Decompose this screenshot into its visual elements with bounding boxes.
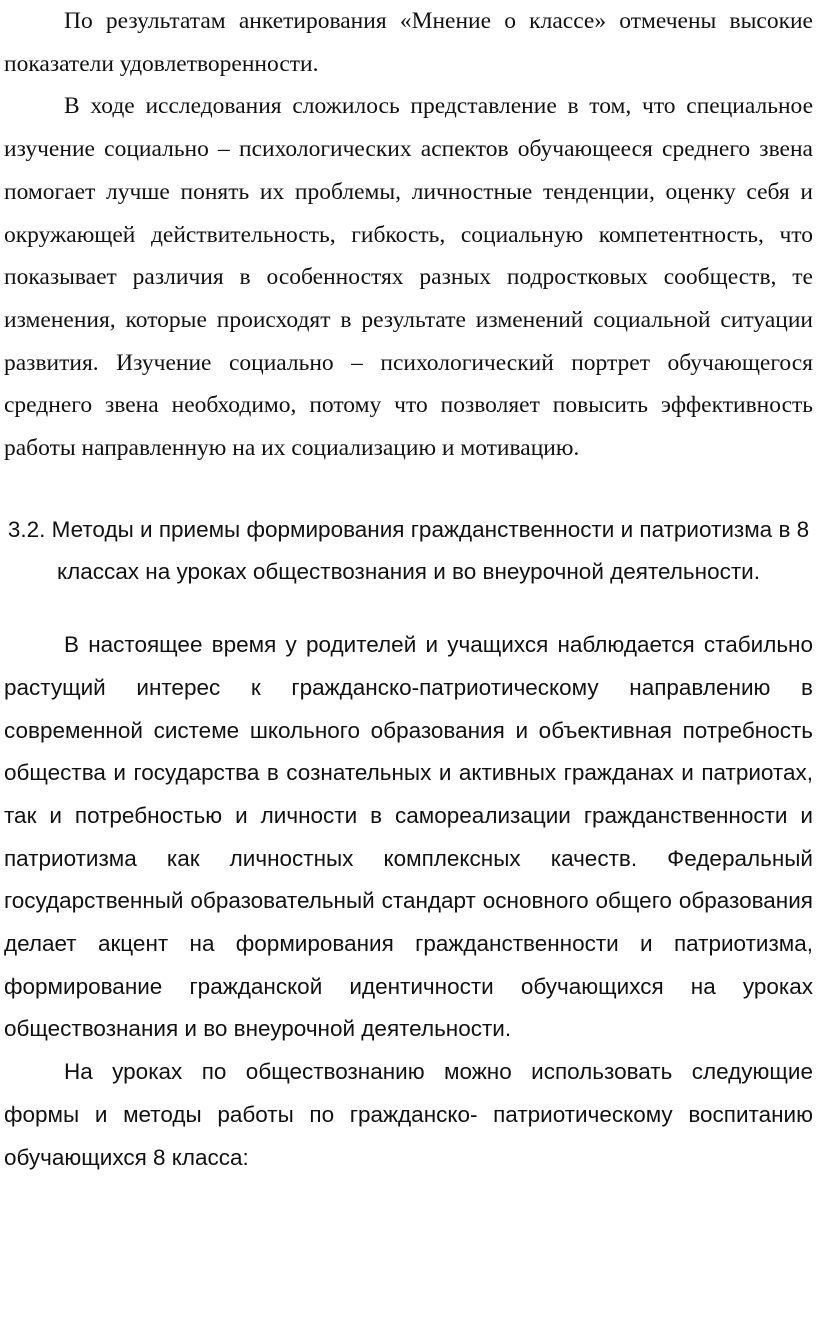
paragraph-survey-results: По результатам анкетирования «Мнение о классе» отмечены высокие показатели удовлетворенности. <box>4 8 813 77</box>
paragraph-research-findings: В ходе исследования сложилось представление в том, что специальное изучение социально – психологических аспектов обучающееся среднего звена помогает лучше понять их проблемы, личностные тенденции, оценку себя и окружающей действительность, гибкость, социальную компетентность, что показывает различия в особенностях разных подростковых сообществ, те изменения, которые происходят в результате изменений социальной ситуации развития. Изучение социально – психологический портрет обучающегося среднего звена необходимо, потому что позволяет повысить эффективность работы направленную на их социализацию и мотивацию. <box>4 93 813 462</box>
paragraph-civic-interest: В настоящее время у родителей и учащихся наблюдается стабильно растущий интерес к гражданско-патриотическому направлению в современной системе школьного образования и объективная потребность общества и государства в сознательных и активных гражданах и патриотах, так и потребностью и личности в самореализации гражданственности и патриотизма как личностных комплексных качеств. Федеральный государственный образовательный стандарт основного общего образования делает акцент на формирования гражданственности и патриотизма, формирование гражданской идентичности обучающихся на уроках обществознания и во внеурочной деятельности. <box>4 632 813 1042</box>
section-heading: 3.2. Методы и приемы формирования гражданственности и патриотизма в 8 классах на уроках обществознания и во внеурочной деятельности. <box>7 516 810 585</box>
paragraph-lesson-methods: На уроках по обществознанию можно использовать следующие формы и методы работы по гражданско- патриотическому воспитанию обучающихся 8 класса: <box>4 1059 813 1170</box>
